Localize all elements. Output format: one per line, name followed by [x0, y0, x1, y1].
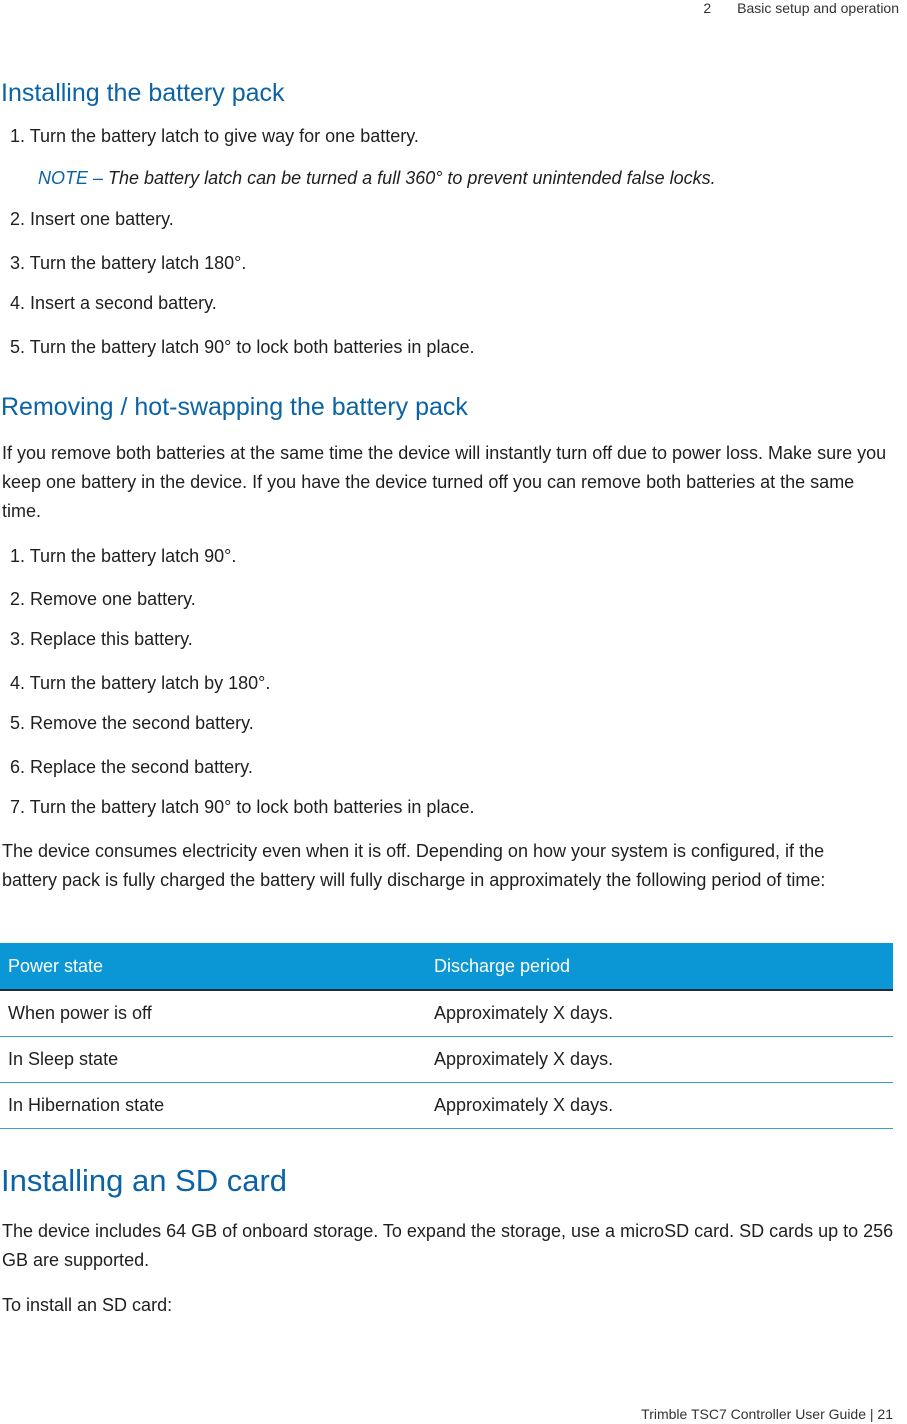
- remove-step-5: 5. Remove the second battery.: [10, 713, 254, 733]
- table-row: [0, 1083, 893, 1129]
- consumption-paragraph: The device consumes electricity even when it is off. Depending on how your system is configured, if the battery pack is fully charged the battery will fully discharge in approximately the following period of time:: [2, 841, 826, 890]
- header-discharge-period: Discharge period: [434, 955, 571, 976]
- remove-step-7: 7. Turn the battery latch 90° to lock both batteries in place.: [10, 797, 475, 817]
- install-step-2: 2. Insert one battery.: [10, 209, 174, 229]
- cell-discharge-period: Approximately X days.: [434, 1095, 614, 1115]
- sd-card-install-intro: To install an SD card:: [2, 1295, 173, 1315]
- cell-discharge-period: Approximately X days.: [434, 1049, 614, 1069]
- remove-step-2: 2. Remove one battery.: [10, 589, 196, 609]
- note-label: NOTE –: [38, 168, 104, 188]
- cell-power-state: When power is off: [8, 1003, 152, 1023]
- remove-step-6: 6. Replace the second battery.: [10, 757, 253, 777]
- battery-latch-note: [38, 167, 716, 189]
- sd-card-paragraph: The device includes 64 GB of onboard storage. To expand the storage, use a microSD card. SD cards up to 256 GB are supported.: [2, 1221, 894, 1270]
- install-step-3: 3. Turn the battery latch 180°.: [10, 253, 247, 273]
- heading-installing-sd-card: Installing an SD card: [1, 1163, 288, 1198]
- table-row: [0, 991, 893, 1037]
- heading-installing-battery-pack: Installing the battery pack: [1, 79, 285, 107]
- remove-intro-paragraph: If you remove both batteries at the same time the device will instantly turn off due to power loss. Make sure you keep one battery in the device. If you have the device turned off you can remove both batteries at the same time.: [2, 443, 887, 521]
- remove-step-4: 4. Turn the battery latch by 180°.: [10, 673, 271, 693]
- install-step-5: 5. Turn the battery latch 90° to lock both batteries in place.: [10, 337, 475, 357]
- cell-power-state: In Sleep state: [8, 1049, 119, 1069]
- install-step-1: 1. Turn the battery latch to give way for one battery.: [10, 126, 419, 146]
- remove-step-3: 3. Replace this battery.: [10, 629, 193, 649]
- remove-step-1: 1. Turn the battery latch 90°.: [10, 546, 237, 566]
- install-step-4: 4. Insert a second battery.: [10, 293, 217, 313]
- page-header: [703, 0, 899, 16]
- cell-discharge-period: Approximately X days.: [434, 1003, 614, 1023]
- page-footer: Trimble TSC7 Controller User Guide | 21: [641, 1406, 893, 1422]
- header-power-state: Power state: [8, 955, 104, 976]
- cell-power-state: In Hibernation state: [8, 1095, 165, 1115]
- note-text: The battery latch can be turned a full 360° to prevent unintended false locks.: [103, 168, 716, 188]
- heading-removing-battery-pack: Removing / hot-swapping the battery pack: [1, 393, 468, 421]
- chapter-number: 2: [703, 0, 712, 16]
- discharge-period-table: [0, 943, 893, 1129]
- table-header-row: [0, 943, 893, 991]
- table-row: [0, 1037, 893, 1083]
- chapter-title: Basic setup and operation: [737, 0, 899, 16]
